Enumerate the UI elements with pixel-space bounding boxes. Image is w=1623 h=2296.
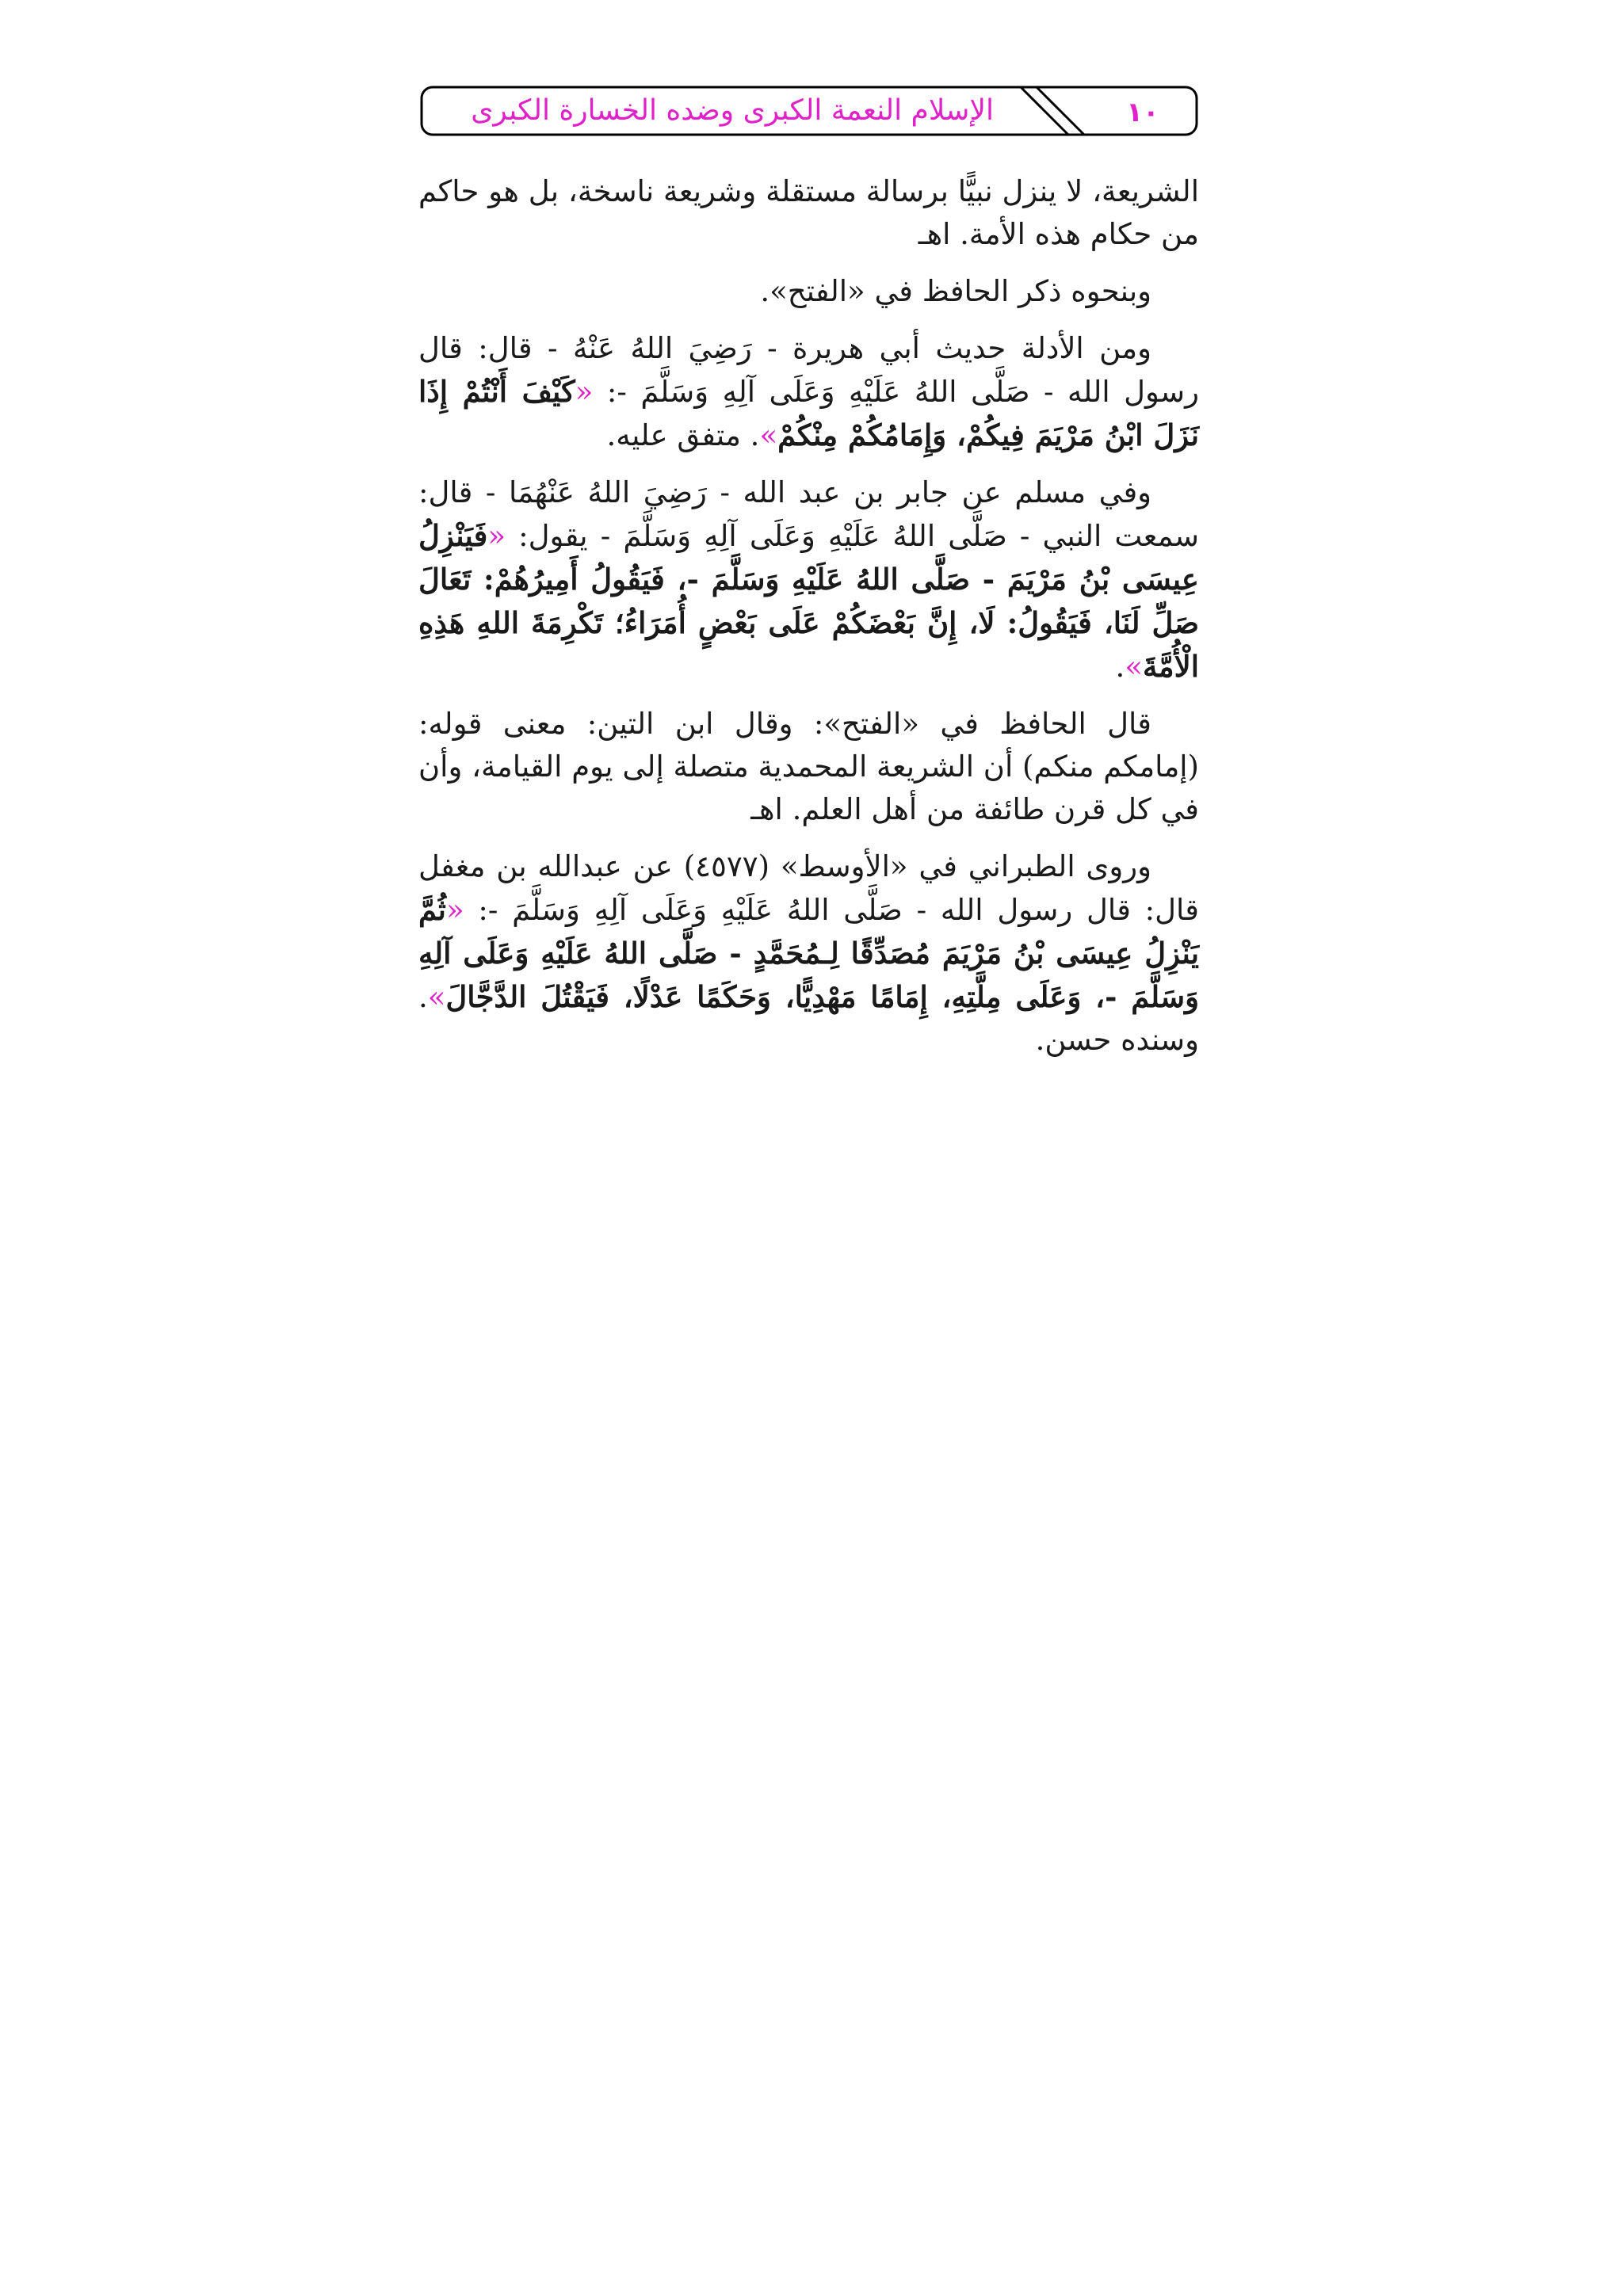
paragraph-outro: .	[1115, 650, 1125, 684]
paragraph-tabarani	[418, 845, 1199, 1062]
paragraph-ibn-al-tin: قال الحافظ في «الفتح»: وقال ابن التين: معنى قوله: (إمامكم منكم) أن الشريعة المحمدية متصلة إلى يوم القيامة، وأن في كل قرن طائفة من أهل العلم. اهـ	[418, 707, 1199, 826]
paragraph-intro: وفي مسلم عن جابر بن عبد الله - رَضِيَ اللهُ عَنْهُمَا - قال: سمعت النبي - صَلَّى اللهُ عَلَيْهِ وَعَلَى آلِهِ وَسَلَّمَ - يقول:	[418, 475, 1200, 553]
paragraph-intro: وروى الطبراني في «الأوسط» (٤٥٧٧) عن عبدالله بن مغفل قال: قال رسول الله - صَلَّى اللهُ عَلَيْهِ وَعَلَى آلِهِ وَسَلَّمَ -:	[418, 849, 1199, 927]
page-body	[418, 170, 1199, 1076]
paragraph-outro: . وسنده حسن.	[418, 980, 1199, 1057]
quote-close-mark: »	[1125, 650, 1143, 684]
hadith-text: فَيَنْزِلُ عِيسَى بْنُ مَرْيَمَ - صَلَّى اللهُ عَلَيْهِ وَسَلَّمَ -، فَيَقُولُ أَمِيرُهُمْ: تَعَالَ صَلِّ لَنَا، فَيَقُولُ: لَا، إِنَّ بَعْضَكُمْ عَلَى بَعْضٍ أُمَرَاءُ؛ تَكْرِمَةَ اللهِ هَذِهِ الْأُمَّةَ	[418, 518, 1199, 684]
quote-open-mark: «	[575, 375, 594, 409]
page-number: ١٠	[1126, 97, 1159, 128]
quote-close-mark: »	[427, 980, 446, 1014]
paragraph-jabir	[418, 471, 1199, 688]
paragraph-outro: . متفق عليه.	[606, 418, 760, 452]
hadith-text: ثُمَّ يَنْزِلُ عِيسَى بْنُ مَرْيَمَ مُصَدِّقًا لِـمُحَمَّدٍ - صَلَّى اللهُ عَلَيْهِ وَعَلَى آلِهِ وَسَلَّمَ -، وَعَلَى مِلَّتِهِ، إِمَامًا مَهْدِيًّا، وَحَكَمًا عَدْلًا، فَيَقْتُلَ الدَّجَّالَ	[418, 892, 1199, 1014]
quote-open-mark: «	[487, 519, 506, 553]
page-header	[420, 86, 1198, 136]
quote-close-mark: »	[759, 418, 778, 452]
paragraph-fath-note: وبنحوه ذكر الحافظ في «الفتح».	[760, 274, 1151, 308]
hadith-text: كَيْفَ أَنْتُمْ إِذَا نَزَلَ ابْنُ مَرْيَمَ فِيكُمْ، وَإِمَامُكُمْ مِنْكُمْ	[418, 374, 1199, 452]
paragraph-abu-hurayrah	[418, 327, 1199, 457]
quote-open-mark: «	[445, 893, 464, 927]
paragraph-continuation: الشريعة، لا ينزل نبيًّا برسالة مستقلة وشريعة ناسخة، بل هو حاكم من حكام هذه الأمة. اهـ	[418, 174, 1199, 251]
running-header-title: الإسلام النعمة الكبرى وضده الخسارة الكبرى	[471, 94, 994, 127]
paragraph-intro: ومن الأدلة حديث أبي هريرة - رَضِيَ اللهُ عَنْهُ - قال: قال رسول الله - صَلَّى اللهُ عَلَيْهِ وَعَلَى آلِهِ وَسَلَّمَ -:	[418, 331, 1200, 409]
